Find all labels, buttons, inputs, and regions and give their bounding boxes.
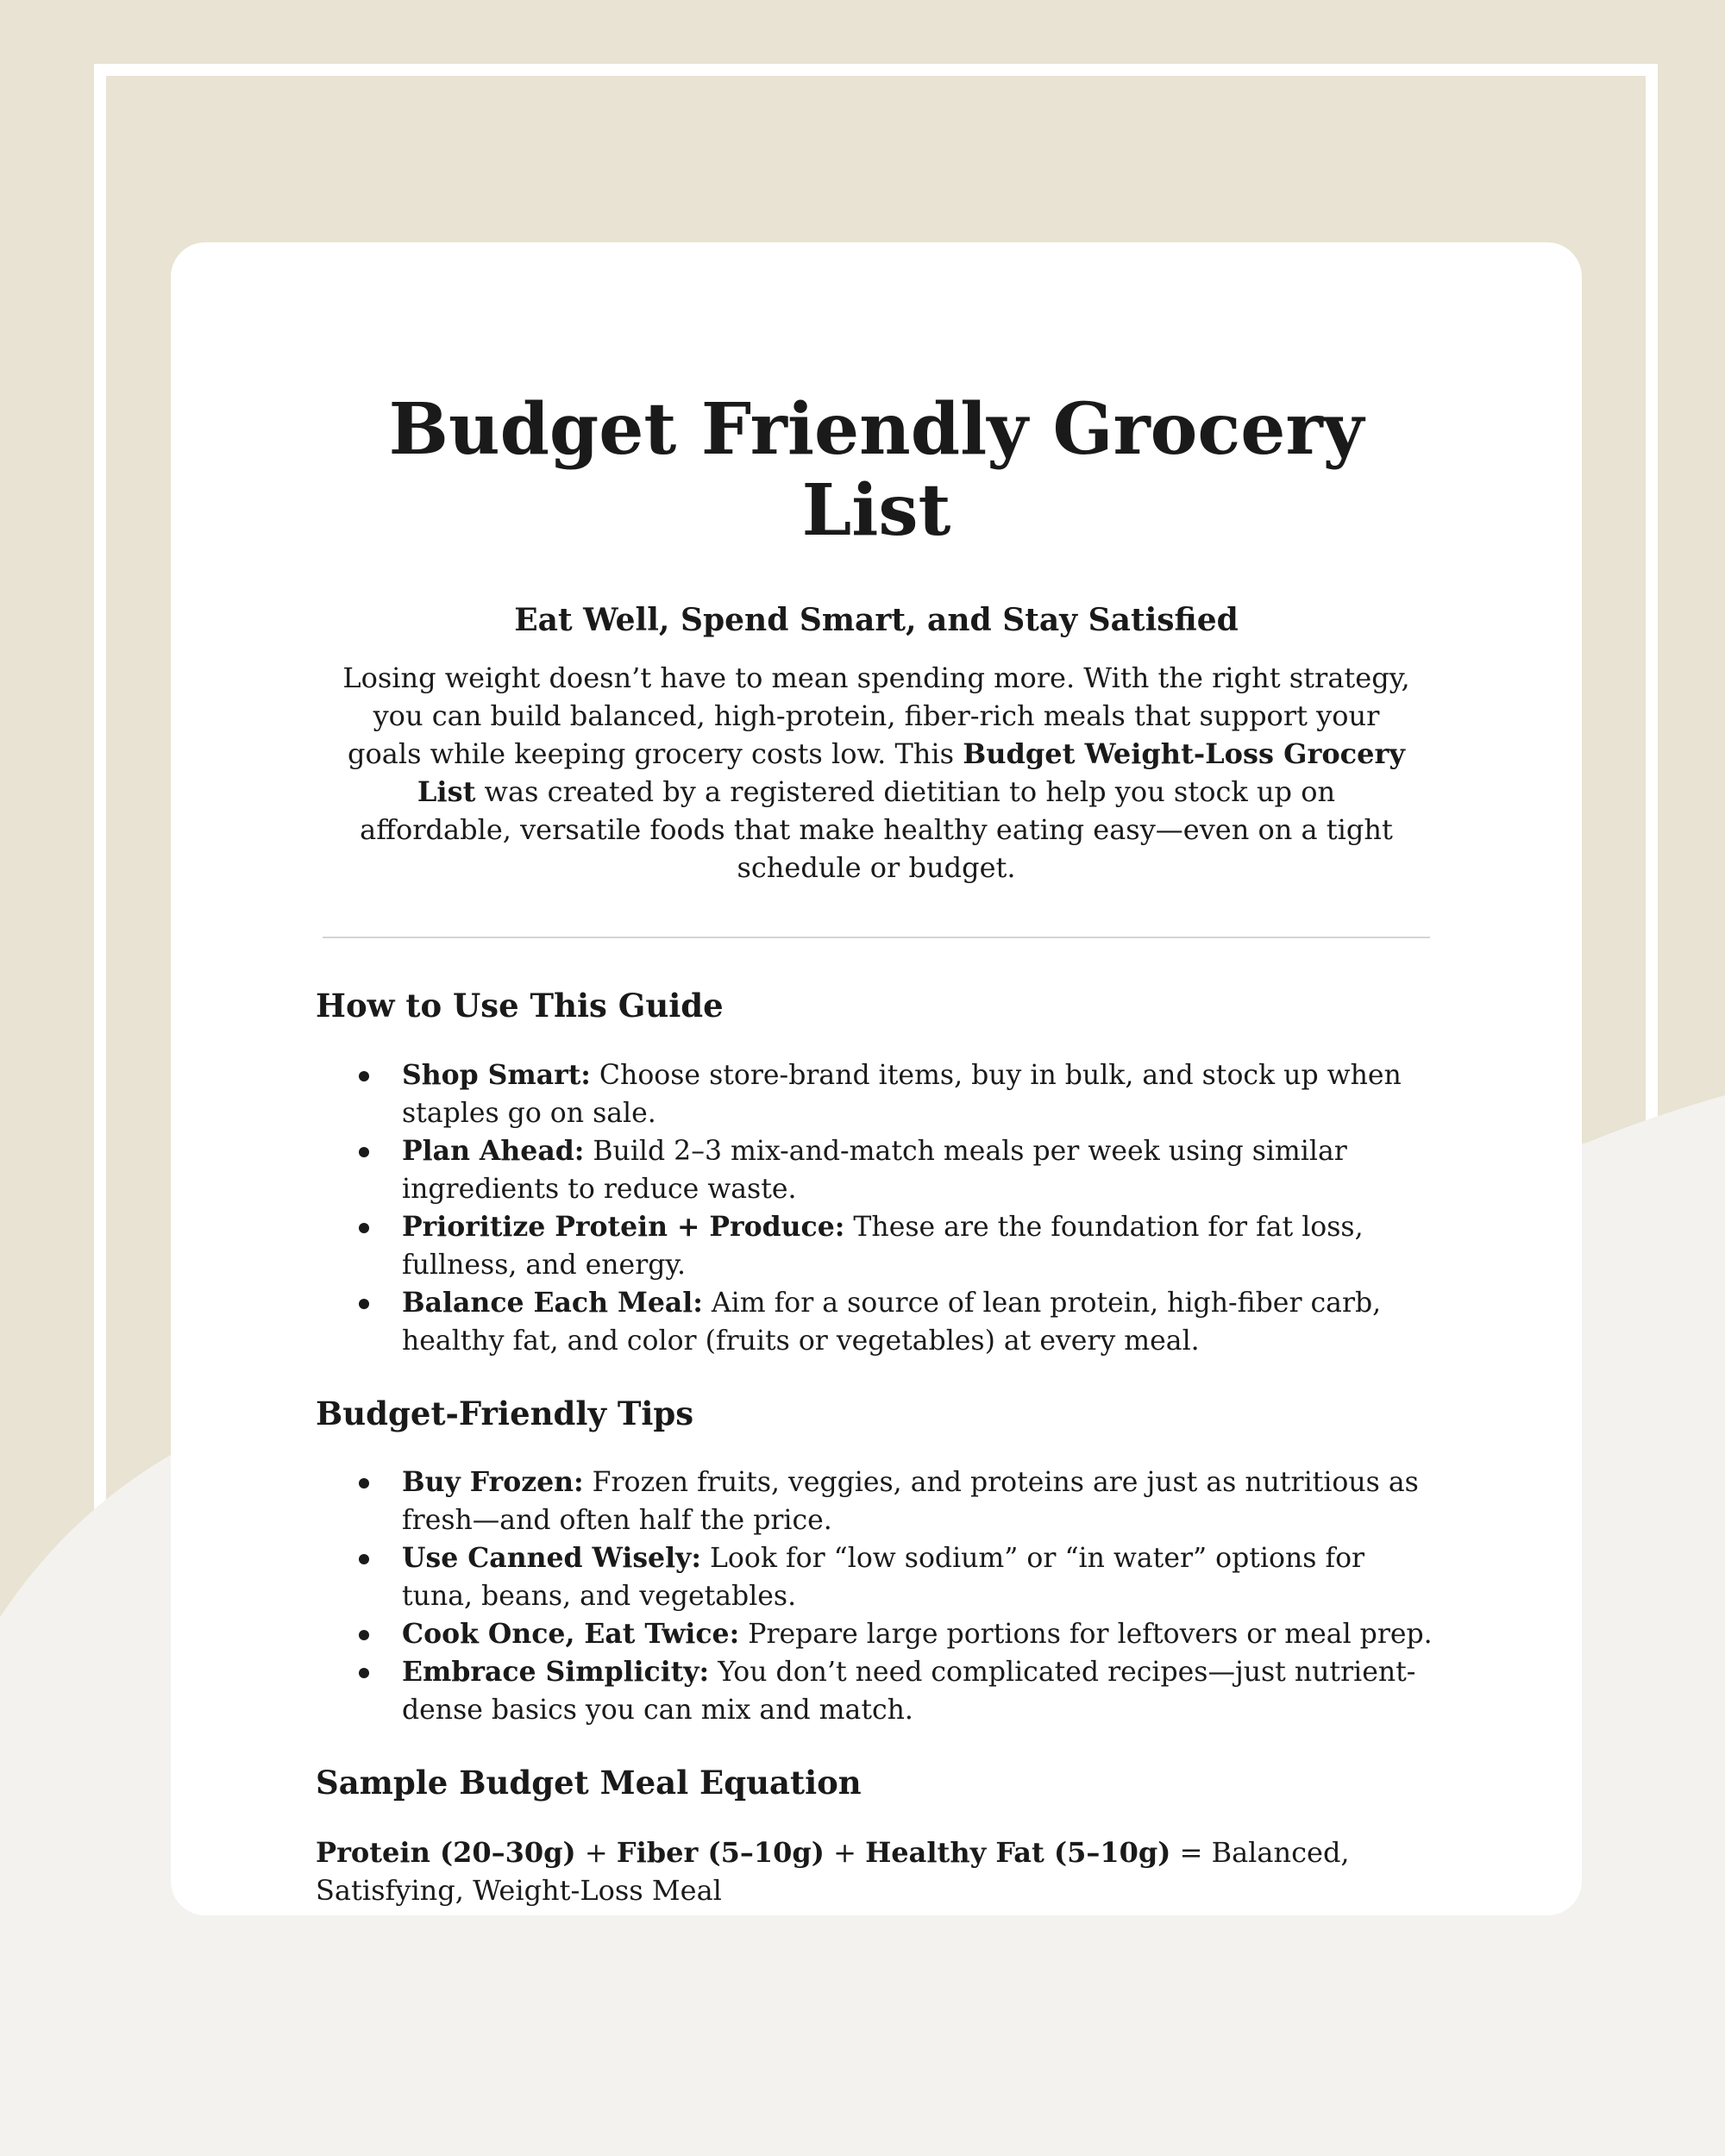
intro-bold-phrase: Budget Weight-Loss Grocery List: [417, 737, 1405, 809]
tip-item-simplicity: [402, 1653, 1437, 1729]
equation-plus: +: [824, 1835, 866, 1869]
guide-list: [316, 1056, 1437, 1360]
intro-paragraph: [342, 659, 1411, 887]
guide-item-prioritize: [402, 1208, 1437, 1284]
equation-plus: +: [575, 1835, 617, 1869]
bullet-icon: [359, 1478, 369, 1489]
bullet-icon: [359, 1223, 369, 1233]
bullet-icon: [359, 1071, 369, 1081]
tip-item-label: Use Canned Wisely:: [402, 1542, 701, 1575]
equation-result: = Balanced, Satisfying, Weight-Loss Meal: [316, 1835, 1350, 1907]
page-title: Budget Friendly Grocery List: [388, 388, 1364, 553]
guide-item-label: Balance Each Meal:: [402, 1286, 703, 1319]
intro-text-end: was created by a registered dietitian to help you stock up on affordable, versatile foods that make healthy eating easy—even on a tight schedule or budget.: [360, 775, 1393, 885]
section-divider: [323, 937, 1430, 938]
guide-item-plan-ahead: [402, 1132, 1437, 1208]
guide-item-label: Plan Ahead:: [402, 1134, 585, 1167]
tips-heading: Budget-Friendly Tips: [316, 1394, 694, 1432]
equation-fat: Healthy Fat (5–10g): [865, 1835, 1171, 1869]
bullet-icon: [359, 1554, 369, 1564]
bullet-icon: [359, 1668, 369, 1678]
equation-protein: Protein (20–30g): [316, 1835, 576, 1869]
tip-item-label: Cook Once, Eat Twice:: [402, 1618, 740, 1651]
tips-list: [316, 1463, 1437, 1729]
tip-item-label: Embrace Simplicity:: [402, 1656, 710, 1689]
tip-item-label: Buy Frozen:: [402, 1466, 584, 1499]
guide-item-text: Build 2–3 mix-and-match meals per week using similar ingredients to reduce waste.: [402, 1135, 1347, 1205]
guide-item-label: Prioritize Protein + Produce:: [402, 1210, 845, 1243]
guide-item-balance: [402, 1284, 1437, 1360]
content-card: [171, 242, 1582, 1915]
tip-item-text: Prepare large portions for leftovers or meal prep.: [739, 1619, 1433, 1651]
equation-heading: Sample Budget Meal Equation: [316, 1764, 862, 1802]
bullet-icon: [359, 1630, 369, 1640]
guide-item-text: These are the foundation for fat loss, fullness, and energy.: [402, 1211, 1364, 1281]
guide-item-text: Choose store-brand items, buy in bulk, and stock up when staples go on sale.: [402, 1059, 1402, 1129]
tip-item-cook-once: [402, 1615, 1437, 1653]
guide-item-label: Shop Smart:: [402, 1058, 591, 1091]
tip-item-text: Look for “low sodium” or “in water” options for tuna, beans, and vegetables.: [402, 1543, 1365, 1613]
tip-item-buy-frozen: [402, 1463, 1437, 1539]
bullet-icon: [359, 1147, 369, 1157]
page-subtitle: Eat Well, Spend Smart, and Stay Satisfied: [514, 601, 1239, 638]
guide-heading: How to Use This Guide: [316, 987, 724, 1025]
meal-equation: [316, 1833, 1437, 1909]
tip-item-canned: [402, 1539, 1437, 1615]
intro-text-start: Losing weight doesn’t have to mean spending more. With the right strategy, you can build balanced, high-protein, fiber-rich meals that support your goals while keeping grocery costs low. This: [342, 661, 1410, 771]
guide-item-shop-smart: [402, 1056, 1437, 1132]
tip-item-text: You don’t need complicated recipes—just nutrient-dense basics you can mix and match.: [402, 1657, 1416, 1727]
bullet-icon: [359, 1299, 369, 1309]
equation-fiber: Fiber (5–10g): [616, 1835, 825, 1869]
guide-item-text: Aim for a source of lean protein, high-fiber carb, healthy fat, and color (fruits or vegetables) at every meal.: [402, 1287, 1382, 1357]
tip-item-text: Frozen fruits, veggies, and proteins are just as nutritious as fresh—and often half the price.: [402, 1467, 1419, 1537]
